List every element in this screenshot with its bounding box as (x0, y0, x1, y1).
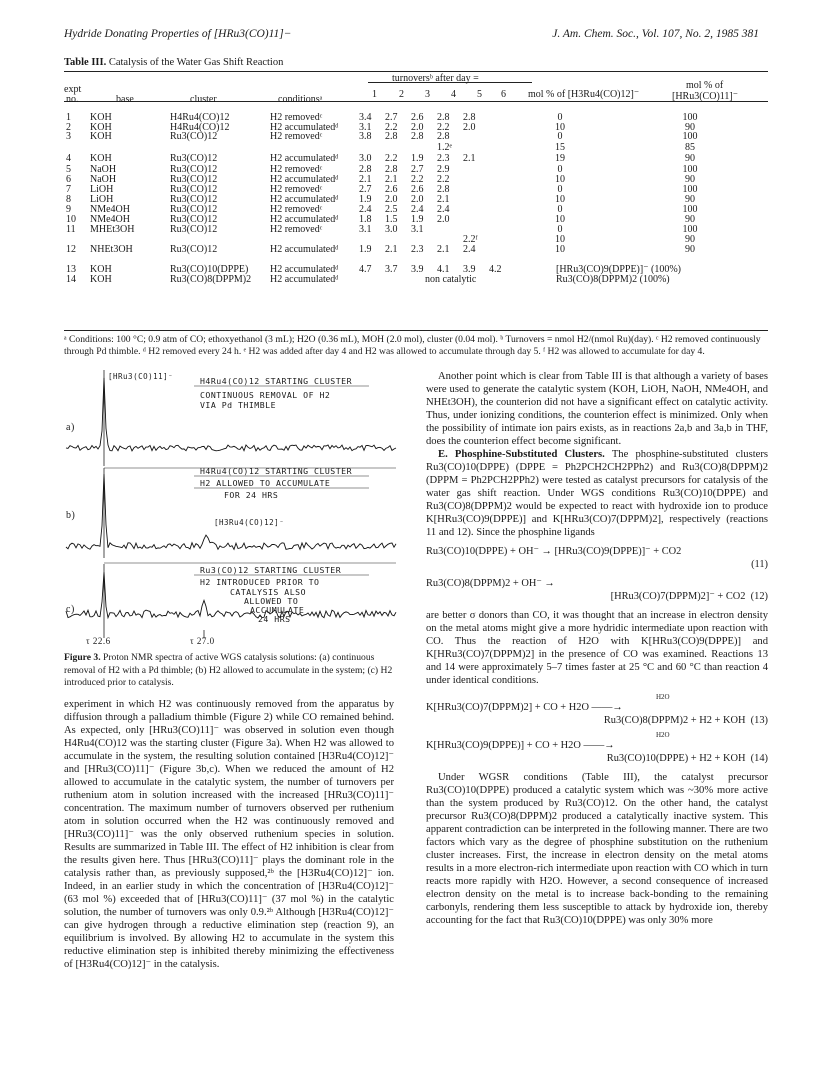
cell-cluster: Ru3(CO)10(DPPE) (170, 264, 249, 275)
cell-turnover-day-1: 1.9 (359, 244, 372, 255)
cell-mol-hru3: 100 (682, 184, 698, 195)
cell-turnover-day-5: 3.9 (463, 264, 476, 275)
cell-turnover-day-3: 2.6 (411, 184, 424, 195)
c-label-2: H2 INTRODUCED PRIOR TO (200, 577, 320, 587)
right-paragraph-3: are better σ donors than CO, it was thought that an increase in electron density on the metal atoms might give a more hydridic intermediate upon reaction with CO. Thus the reaction of H2O with K[HRu3(CO)9(DPPE)] and K[HRu3(CO)7(DPPM)2] in the presence of CO was examined. Reactions 13 and 14 were approximately 5–7 times faster at 25 °C and 60 °C than reaction 4 under identical conditions. (426, 610, 768, 686)
cell-mol-h3ru4: Ru3(CO)8(DPPM)2 (100%) (556, 274, 670, 285)
cell-cluster: H4Ru4(CO)12 (170, 112, 230, 123)
cell-base: KOH (90, 112, 112, 123)
cell-mol-hru3: 90 (685, 244, 695, 255)
c-label-3: CATALYSIS ALSO (230, 587, 307, 597)
cell-mol-h3ru4: 0 (557, 224, 563, 235)
cell-mol-hru3: 90 (685, 194, 695, 205)
cell-mol-hru3: 90 (685, 153, 695, 164)
cell-turnover-day-6: 4.2 (489, 264, 502, 275)
running-header-journal: J. Am. Chem. Soc., Vol. 107, No. 2, 1985 381 (552, 28, 759, 40)
cell-turnover-day-5: 2.1 (463, 153, 476, 164)
equation-11-number: (11) (751, 559, 768, 570)
cell-turnover-day-4: 2.1 (437, 244, 450, 255)
cell-conditions: H2 removedᶜ (270, 131, 323, 142)
a-label-3: VIA Pd THIMBLE (200, 400, 277, 410)
cell-base: KOH (90, 153, 112, 164)
cell-turnover-day-4: 2.4 (437, 204, 450, 215)
cell-cluster: Ru3(CO)12 (170, 204, 218, 215)
cell-expt-no: 14 (66, 274, 76, 285)
c-label-6: 24 HRS (258, 614, 291, 624)
cell-turnover-day-4: 2.2 (437, 122, 450, 133)
cell-mol-h3ru4: 0 (557, 131, 563, 142)
equation-12-line2: [HRu3(CO)7(DPPM)2]⁻ + CO2 (12) (610, 591, 768, 602)
cell-turnover-day-1: 2.8 (359, 164, 372, 175)
table-top-rule (64, 71, 768, 72)
cell-mol-hru3: 100 (682, 204, 698, 215)
header-day-5: 5 (477, 89, 482, 100)
cell-mol-hru3: 90 (685, 214, 695, 225)
cell-turnover-day-3: 3.1 (411, 224, 424, 235)
cell-conditions: H2 removedᶜ (270, 224, 323, 235)
panel-c-label: c) (66, 604, 75, 615)
cell-turnover-day-4: 2.2 (437, 174, 450, 185)
c-label-1: Ru3(CO)12 STARTING CLUSTER (200, 565, 342, 575)
cell-conditions: H2 accumulatedᵈ (270, 153, 339, 164)
peak-b-label: [H3Ru4(CO)12]⁻ (214, 518, 285, 527)
equation-11 (426, 545, 768, 571)
cell-mol-hru3: 100 (682, 112, 698, 123)
cell-base: MHEt3OH (90, 224, 135, 235)
right-paragraph-1: Another point which is clear from Table III is that although a variety of bases were used to generate the catalytic system (KOH, LiOH, NaOH, NMe4OH, and NHEt3OH), the counterion did not have a significant effect on catalytic activity. Thus, under ionizing conditions, the counterion effect is minimized. Only when the possibility of intimate ion pairs exists, as in reactions 2a,b and 3a,b in THF, does the counterion effect become significant. (426, 371, 768, 447)
cell-turnover-day-3: 2.0 (411, 194, 424, 205)
cell-cluster: Ru3(CO)8(DPPM)2 (170, 274, 252, 285)
cell-mol-h3ru4: 0 (557, 204, 563, 215)
equation-14 (426, 731, 768, 765)
c-label-4: ALLOWED TO (244, 596, 299, 606)
cell-mol-h3ru4: 10 (555, 214, 565, 225)
header-day-1: 1 (372, 89, 377, 100)
equation-12 (426, 577, 768, 603)
cell-turnover-day-1: 1.8 (359, 214, 372, 225)
cell-mol-hru3: 90 (685, 234, 695, 245)
cell-turnover-day-3: 3.9 (411, 264, 424, 275)
cell-base: KOH (90, 131, 112, 142)
cell-turnover-day-2: 3.7 (385, 264, 398, 275)
cell-turnover-day-3: 2.0 (411, 122, 424, 133)
header-mol-h3ru4: mol % of [H3Ru4(CO)12]⁻ (528, 89, 640, 100)
cell-turnover-day-1: 3.0 (359, 153, 372, 164)
cell-cluster: Ru3(CO)12 (170, 214, 218, 225)
cell-conditions: H2 accumulatedᵈ (270, 264, 339, 275)
cell-turnover-day-3: 1.9 (411, 153, 424, 164)
cell-mol-h3ru4: 10 (555, 122, 565, 133)
cell-mol-hru3: 90 (685, 174, 695, 185)
equation-13 (426, 693, 768, 727)
cell-mol-hru3: 100 (682, 224, 698, 235)
cell-base: NMe4OH (90, 214, 130, 225)
cell-conditions: H2 removedᶜ (270, 204, 323, 215)
cell-mol-h3ru4: 10 (555, 244, 565, 255)
cell-mol-h3ru4: 0 (557, 184, 563, 195)
header-cluster: cluster (190, 94, 217, 105)
header-day-4: 4 (451, 89, 456, 100)
cell-conditions: H2 accumulatedᵈ (270, 122, 339, 133)
cell-conditions: H2 accumulatedᵈ (270, 214, 339, 225)
right-column (426, 370, 768, 927)
cell-turnover-day-1: 1.9 (359, 194, 372, 205)
cell-turnover-day-4: 1.2ᵉ (437, 142, 453, 153)
cell-base: KOH (90, 274, 112, 285)
nmr-figure-labels (64, 368, 398, 650)
cell-turnover-day-2: 2.8 (385, 131, 398, 142)
cell-expt-no: 6 (66, 174, 71, 185)
cell-conditions: H2 removedᶜ (270, 112, 323, 123)
cell-mol-hru3: 85 (685, 142, 695, 153)
cell-base: NaOH (90, 164, 117, 175)
cell-turnover-day-5: 2.4 (463, 244, 476, 255)
running-header-title: Hydride Donating Properties of [HRu3(CO)11]− (64, 28, 292, 40)
cell-cluster: Ru3(CO)12 (170, 153, 218, 164)
a-label-2: CONTINUOUS REMOVAL OF H2 (200, 390, 331, 400)
cell-turnover-day-1: 2.1 (359, 174, 372, 185)
a-label-1: H4Ru4(CO)12 STARTING CLUSTER (200, 376, 353, 386)
figure-caption (64, 652, 394, 690)
cell-mol-h3ru4: 0 (557, 164, 563, 175)
left-paragraph: experiment in which H2 was continuously removed from the apparatus by diffusion through a palladium thimble (Figure 2) while CO remained behind. As expected, only [HRu3(CO)11]⁻ was observed in solution even though H4Ru4(CO)12 was the starting cluster (Figure 3a). When H2 was allowed to accumulate in the system, the resulting solution contained [H3Ru4(CO)12]⁻ and [HRu3(CO)11]⁻ (Figure 3b,c). When we reduced the amount of H2 allowed to accumulate in the catalytic system, the number of turnovers per ruthenium atom in solution increased with the increased [HRu3(CO)11]⁻ concentration. The maximum number of turnovers observed per ruthenium atom in solution occurred when the H2 was continuously removed and [HRu3(CO)11]⁻ was the only observed ruthenium species in solution. Results are summarized in Table III. The effect of H2 inhibition is clear from the results given here. Thus [HRu3(CO)11]⁻ plays the dominant role in the catalysis rather than, as previously supposed,²ᵇ the [H3Ru4(CO)12]⁻ ion. Indeed, in an earlier study in which the concentration of [H3Ru4(CO)12]⁻ (63 mol %) exceeded that of [HRu3(CO)11]⁻ (37 mol %) in the catalytic solution, the number of turnovers was only 0.9.²ᵇ Although [H3Ru4(CO)12]⁻ can give hydrogen through a reductive elimination step (reaction 9), an equilibrium is involved. By allowing H2 to accumulate in the system this reductive elimination step is inhibited thereby minimizing the effectiveness of [H3Ru4(CO)12]⁻ in the catalysis. (64, 699, 394, 970)
cell-turnover-day-2: 2.1 (385, 244, 398, 255)
cell-expt-no: 1 (66, 112, 71, 123)
cell-turnover-day-3: 2.3 (411, 244, 424, 255)
cell-mol-h3ru4: 19 (555, 153, 565, 164)
b-label-1: H4Ru4(CO)12 STARTING CLUSTER (200, 466, 353, 476)
header-conditions: conditionsᵃ (278, 94, 323, 105)
cell-base: KOH (90, 122, 112, 133)
header-day-6: 6 (501, 89, 506, 100)
equation-14-catalyst: H2O (656, 731, 670, 739)
left-column (64, 698, 394, 971)
cell-turnover-day-1: 3.1 (359, 122, 372, 133)
cell-turnover-day-2: 2.7 (385, 112, 398, 123)
cell-turnover-day-3: 2.8 (411, 131, 424, 142)
header-mol-hru3-1: mol % of (686, 80, 724, 91)
cell-turnover-day-4: 2.9 (437, 164, 450, 175)
cell-expt-no: 2 (66, 122, 71, 133)
cell-cluster: Ru3(CO)12 (170, 131, 218, 142)
cell-turnover-day-1: 2.4 (359, 204, 372, 215)
cell-cluster: Ru3(CO)12 (170, 184, 218, 195)
cell-mol-h3ru4: 0 (557, 112, 563, 123)
table-caption-text: Catalysis of the Water Gas Shift Reaction (108, 57, 284, 68)
cell-expt-no: 13 (66, 264, 76, 275)
header-day-3: 3 (425, 89, 430, 100)
header-expt: expt (64, 84, 82, 95)
header-no: no. (66, 94, 79, 105)
cell-base: LiOH (90, 194, 114, 205)
cell-mol-hru3: 100 (682, 164, 698, 175)
right-paragraph-2-text: The phosphine-substituted clusters Ru3(CO)10(DPPE) (DPPE = Ph2PCH2CH2PPh2) and Ru3(CO)8(DPPM)2 (DPPM = Ph2PCH2PPh2) were tested as catalyst precursors for catalysis of the water gas shift reaction. Under WGS conditions Ru3(CO)10(DPPE) and Ru3(CO)8(DPPM)2 would be expected to react with hydroxide ion to produce K[HRu3(CO)9(DPPE)] and K[HRu3(CO)7(DPPM)2], respectively (reactions 11 and 12). Since the phosphine ligands (426, 449, 768, 538)
cell-conditions: H2 accumulatedᵈ (270, 174, 339, 185)
cell-expt-no: 5 (66, 164, 71, 175)
cell-mol-h3ru4: 10 (555, 174, 565, 185)
cell-expt-no: 10 (66, 214, 76, 225)
equation-12-line1: Ru3(CO)8(DPPM)2 + OH⁻ → (426, 578, 555, 589)
cell-turnover-day-4: 2.1 (437, 194, 450, 205)
header-turnovers: turnoversᵇ after day = (392, 73, 479, 84)
cell-expt-no: 11 (66, 224, 76, 235)
cell-conditions: H2 removedᶜ (270, 184, 323, 195)
cell-turnover-day-4: 2.8 (437, 112, 450, 123)
cell-mol-h3ru4: 10 (555, 194, 565, 205)
cell-turnover-day-3: 2.4 (411, 204, 424, 215)
cell-turnover-day-5: 2.0 (463, 122, 476, 133)
cell-expt-no: 3 (66, 131, 71, 142)
cell-mol-hru3: 100 (682, 131, 698, 142)
cell-turnover-day-3: 2.2 (411, 174, 424, 185)
cell-turnover-day-4: 2.8 (437, 131, 450, 142)
cell-expt-no: 12 (66, 244, 76, 255)
tau-label-2: τ 27.0 (190, 636, 215, 646)
cell-mol-h3ru4: [HRu3(CO)9(DPPE)]⁻ (100%) (556, 264, 681, 275)
cell-expt-no: 4 (66, 153, 71, 164)
cell-base: KOH (90, 264, 112, 275)
table-caption-label: Table III. (64, 57, 107, 68)
cell-expt-no: 8 (66, 194, 71, 205)
cell-turnover-day-2: 2.1 (385, 174, 398, 185)
equation-14-line1: K[HRu3(CO)9(DPPE)] + CO + H2O ——→ (426, 740, 615, 751)
c-label-5: ACCUMULATE (250, 605, 305, 615)
equation-11-text: Ru3(CO)10(DPPE) + OH⁻ → [HRu3(CO)9(DPPE)]⁻ + CO2 (426, 546, 682, 557)
cell-turnover-day-2: 3.0 (385, 224, 398, 235)
right-paragraph-2 (426, 448, 768, 539)
cell-turnover-day-2: 1.5 (385, 214, 398, 225)
cell-conditions: H2 accumulatedᵈ (270, 194, 339, 205)
equation-13-line2: Ru3(CO)8(DPPM)2 + H2 + KOH (13) (603, 715, 768, 726)
cell-base: NMe4OH (90, 204, 130, 215)
cell-cluster: Ru3(CO)12 (170, 174, 218, 185)
section-heading: E. Phosphine-Substituted Clusters. (438, 449, 605, 460)
table-header-rule (64, 101, 768, 102)
cell-turnover-day-2: 2.8 (385, 164, 398, 175)
cell-cluster: Ru3(CO)12 (170, 194, 218, 205)
b-label-3: FOR 24 HRS (224, 490, 279, 500)
cell-base: NaOH (90, 174, 117, 185)
cell-turnover: non catalytic (425, 274, 477, 285)
figure-caption-label: Figure 3. (64, 652, 101, 663)
b-label-2: H2 ALLOWED TO ACCUMULATE (200, 478, 331, 488)
cell-expt-no: 9 (66, 204, 71, 215)
header-mol-hru3-2: [HRu3(CO)11]⁻ (672, 91, 739, 102)
cell-cluster: Ru3(CO)12 (170, 164, 218, 175)
header-base: base (116, 94, 134, 105)
cell-turnover-day-3: 2.7 (411, 164, 424, 175)
cell-base: LiOH (90, 184, 114, 195)
cell-turnover-day-4: 2.0 (437, 214, 450, 225)
cell-turnover-day-2: 2.5 (385, 204, 398, 215)
header-day-2: 2 (399, 89, 404, 100)
cell-turnover-day-4: 2.3 (437, 153, 450, 164)
right-paragraph-4: Under WGSR conditions (Table III), the catalyst precursor Ru3(CO)10(DPPE) produced a catalytic system which was ~30% more active than the system produced by Ru3(CO)12. On the other hand, the catalyst precursor Ru3(CO)8(DPPM)2 produced a catalytically inactive system. This apparent contradiction can be interpreted in the following manner. There are two factors which vary as the degree of phosphine substitution on the ruthenium cluster increases. First, the increase in electron density on the metal atoms results in a more electron-rich intermediate upon reaction with CO which in turn reacts more rapidly with H2O. However, a second consequence of increased electron density on the metal is to increase back-bonding to the remaining carbonyls, rendering them less susceptible to attack by hydroxide ion, thereby accounting for the fact that Ru3(CO)10(DPPE) was only 30% more (426, 772, 768, 926)
cell-turnover-day-3: 2.6 (411, 112, 424, 123)
cell-turnover-day-5: 2.8 (463, 112, 476, 123)
cell-cluster: H4Ru4(CO)12 (170, 122, 230, 133)
panel-a-label: a) (66, 422, 75, 433)
peak-a-label: [HRu3(CO)11]⁻ (108, 372, 174, 381)
cell-conditions: H2 accumulatedᵈ (270, 274, 339, 285)
panel-b-label: b) (66, 510, 76, 521)
cell-cluster: Ru3(CO)12 (170, 224, 218, 235)
cell-turnover-day-2: 2.0 (385, 194, 398, 205)
cell-turnover-day-1: 3.8 (359, 131, 372, 142)
cell-expt-no: 7 (66, 184, 71, 195)
cell-turnover-day-1: 3.1 (359, 224, 372, 235)
cell-turnover-day-2: 2.6 (385, 184, 398, 195)
figure-caption-text: Proton NMR spectra of active WGS catalysis solutions: (a) continuous removal of H2 with a Pd thimble; (b) H2 allowed to accumulate in the system; (c) H2 introduced prior to catalysis. (64, 652, 393, 688)
cell-turnover-day-1: 2.7 (359, 184, 372, 195)
cell-turnover-day-1: 3.4 (359, 112, 372, 123)
cell-turnover-day-2: 2.2 (385, 153, 398, 164)
cell-turnover-day-5: 2.2ᶠ (463, 234, 478, 245)
cell-conditions: H2 accumulatedᵈ (270, 244, 339, 255)
equation-14-line2: Ru3(CO)10(DPPE) + H2 + KOH (14) (606, 753, 768, 764)
cell-turnover-day-1: 4.7 (359, 264, 372, 275)
cell-mol-hru3: 90 (685, 122, 695, 133)
cell-cluster: Ru3(CO)12 (170, 244, 218, 255)
cell-turnover-day-4: 2.8 (437, 184, 450, 195)
cell-turnover-day-4: 4.1 (437, 264, 450, 275)
cell-base: NHEt3OH (90, 244, 133, 255)
equation-13-line1: K[HRu3(CO)7(DPPM)2] + CO + H2O ——→ (426, 702, 623, 713)
tau-label-1: τ 22.6 (86, 636, 111, 646)
cell-mol-h3ru4: 10 (555, 234, 565, 245)
table-footnote: ᵃ Conditions: 100 °C; 0.9 atm of CO; ethoxyethanol (3 mL); H2O (0.36 mL), MOH (2.0 mol), cluster (0.04 mol). ᵇ Turnovers = nmol H2/(nmol Ru)(day). ᶜ H2 removed continuously through Pd thimble. ᵈ H2 removed every 24 h. ᵉ H2 was added after day 4 and H2 was allowed to accumulate through day 5. ᶠ H2 was allowed to accumulate for day 4. (64, 334, 761, 358)
cell-turnover-day-3: 1.9 (411, 214, 424, 225)
equation-13-catalyst: H2O (656, 693, 670, 701)
cell-conditions: H2 removedᶜ (270, 164, 323, 175)
table-bottom-rule (64, 330, 768, 331)
cell-turnover-day-2: 2.2 (385, 122, 398, 133)
cell-mol-h3ru4: 15 (555, 142, 565, 153)
table-caption (64, 57, 283, 68)
